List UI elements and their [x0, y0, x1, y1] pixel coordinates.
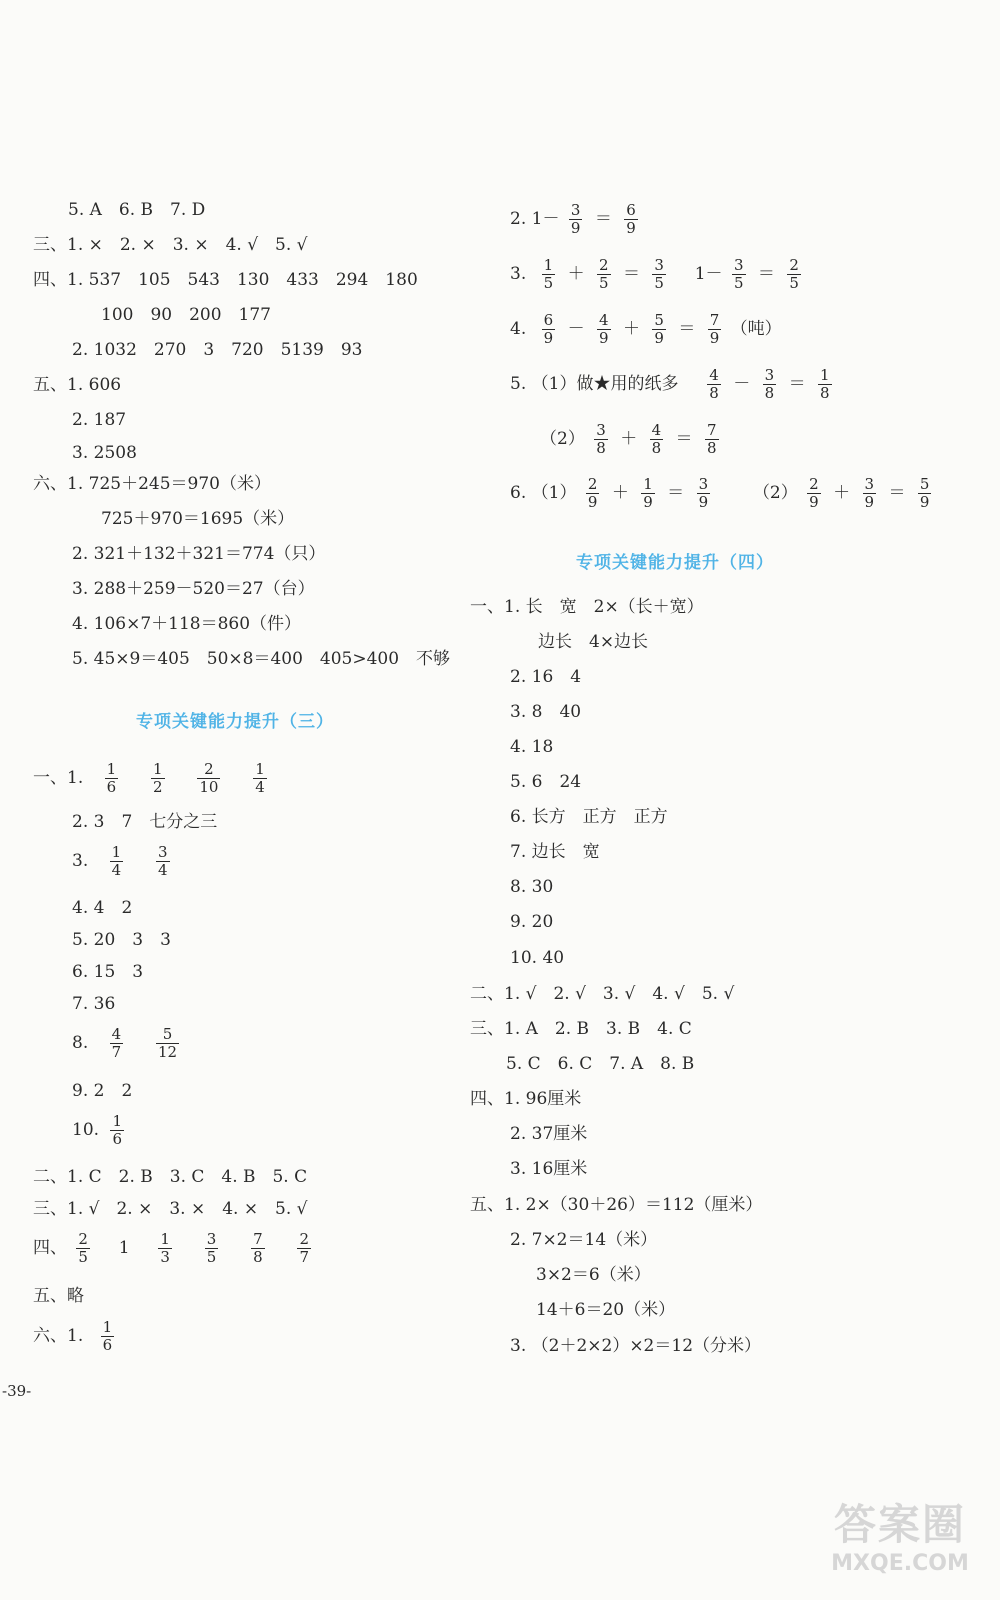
answer-line: 5. 6 24 — [510, 772, 582, 792]
fraction: $\frac{3}{4}$ — [158, 843, 168, 879]
answer-line: 4. 4 2 — [72, 898, 133, 918]
answer-line: 五、1. 606 — [33, 375, 122, 395]
answer-line: 8. 30 — [510, 877, 554, 897]
item-label: 8. — [72, 1033, 89, 1053]
answer-line — [510, 368, 836, 401]
item-label: 6. （1） — [510, 483, 577, 503]
answer-line: 三、1. A 2. B 3. B 4. C — [470, 1019, 692, 1039]
answer-line: 2. 7×2＝14（米） — [510, 1230, 658, 1250]
answer-line: 六、1. 725＋245＝970（米） — [33, 474, 271, 494]
answer-line: 三、1. √ 2. × 3. × 4. × 5. √ — [33, 1199, 308, 1219]
fraction: $\frac{1}{6}$ — [112, 1112, 122, 1148]
fraction: $\frac{1}{6}$ — [102, 1318, 113, 1354]
fraction: $\frac{4}{7}$ — [111, 1025, 122, 1061]
fraction: $\frac{5}{12}$ — [158, 1025, 178, 1061]
operator: ＋ — [622, 319, 640, 339]
operator: ＝ — [594, 209, 612, 229]
fraction: $\frac{7}{9}$ — [709, 311, 720, 347]
answer-line: 5. 20 3 3 — [72, 930, 171, 950]
answer-line: 2. 16 4 — [510, 667, 582, 687]
fraction: $\frac{4}{9}$ — [599, 311, 609, 347]
operator: ＝ — [678, 319, 696, 339]
item-label: 一、1. — [33, 768, 84, 788]
section-title-4: 专项关键能力提升（四） — [576, 553, 774, 573]
unit: （吨） — [730, 319, 782, 339]
operator: ＝ — [622, 264, 640, 284]
fraction: $\frac{3}{5}$ — [733, 256, 744, 292]
item-label: 四、 — [33, 1238, 67, 1258]
answer-line: 一、1. 长 宽 2×（长＋宽） — [470, 597, 704, 617]
answer-value: 1 — [118, 1238, 130, 1258]
fraction: $\frac{2}{5}$ — [599, 256, 609, 292]
answer-line: 7. 36 — [72, 994, 116, 1014]
fraction: $\frac{2}{5}$ — [78, 1230, 88, 1266]
answer-line: 2. 3 7 七分之三 — [72, 812, 218, 832]
fraction: $\frac{4}{8}$ — [651, 421, 662, 457]
answer-line: 边长 4×边长 — [538, 632, 649, 652]
fraction: $\frac{1}{8}$ — [819, 366, 830, 402]
answer-line: 3. 288＋259－520＝27（台） — [72, 579, 315, 599]
answer-line: 3. 8 40 — [510, 702, 582, 722]
answer-line: 五、1. 2×（30＋26）＝112（厘米） — [470, 1195, 763, 1215]
answer-line: 二、1. C 2. B 3. C 4. B 5. C — [33, 1167, 308, 1187]
item-label: 3. — [510, 264, 527, 284]
answer-line — [72, 1027, 183, 1060]
answer-line: 二、1. √ 2. √ 3. √ 4. √ 5. √ — [470, 984, 735, 1004]
answer-line: 3. 2508 — [72, 443, 137, 463]
answer-line: 四、1. 96厘米 — [470, 1089, 582, 1109]
answer-line: 5. 45×9＝405 50×8＝400 405>400 不够 — [72, 649, 451, 669]
answer-line — [72, 1114, 128, 1147]
operator: ＋ — [567, 264, 585, 284]
operator: ＋ — [620, 429, 638, 449]
answer-line — [510, 313, 782, 346]
fraction: $\frac{3}{8}$ — [764, 366, 775, 402]
answer-line: 五、略 — [33, 1286, 84, 1306]
operator: － — [733, 374, 751, 394]
fraction: $\frac{6}{9}$ — [543, 311, 554, 347]
answer-line: 3×2＝6（米） — [536, 1265, 651, 1285]
fraction: $\frac{2}{7}$ — [299, 1230, 310, 1266]
answer-line: 2. 37厘米 — [510, 1124, 588, 1144]
operator: － — [567, 319, 585, 339]
item-label: 六、1. — [33, 1326, 84, 1346]
item-label: 4. — [510, 319, 527, 339]
answer-line: 6. 15 3 — [72, 962, 144, 982]
answer-line: 10. 40 — [510, 948, 565, 968]
fraction: $\frac{5}{9}$ — [654, 311, 664, 347]
fraction: $\frac{1}{3}$ — [160, 1230, 170, 1266]
answer-line: 14＋6＝20（米） — [536, 1300, 676, 1320]
fraction: $\frac{2}{9}$ — [809, 475, 819, 511]
answer-line: 4. 106×7＋118＝860（件） — [72, 614, 302, 634]
fraction: $\frac{2}{10}$ — [199, 760, 219, 796]
fraction: $\frac{1}{9}$ — [643, 475, 653, 511]
answer-line — [33, 762, 271, 795]
item-label: 5. （1）做★用的纸多 — [510, 374, 679, 394]
answer-line: 9. 2 2 — [72, 1081, 133, 1101]
item-label: 3. — [72, 851, 89, 871]
answer-line: 4. 18 — [510, 737, 554, 757]
fraction: $\frac{1}{5}$ — [543, 256, 554, 292]
item-label: （2） — [752, 483, 798, 503]
watermark-url: MXQE.COM — [831, 1551, 969, 1576]
answer-line — [540, 423, 723, 456]
answer-line — [72, 845, 174, 878]
operator: ＝ — [888, 483, 906, 503]
item-label: 2. 1－ — [510, 209, 560, 229]
item-label: （2） — [540, 429, 585, 449]
answer-line — [33, 1320, 118, 1353]
fraction: $\frac{3}{9}$ — [864, 475, 875, 511]
watermark-logo — [820, 1500, 980, 1590]
fraction: $\frac{3}{5}$ — [654, 256, 664, 292]
answer-line: 三、1. × 2. × 3. × 4. √ 5. √ — [33, 235, 308, 255]
answer-line: 2. 321＋132＋321＝774（只） — [72, 544, 326, 564]
answer-line: 725＋970＝1695（米） — [101, 509, 295, 529]
answer-line — [510, 258, 805, 291]
operator: ＝ — [667, 483, 685, 503]
operator: ＋ — [833, 483, 851, 503]
answer-line: 6. 长方 正方 正方 — [510, 807, 668, 827]
fraction: $\frac{1}{2}$ — [153, 760, 163, 796]
operator: ＝ — [757, 264, 775, 284]
answer-line: 2. 187 — [72, 410, 127, 430]
answer-line: 7. 边长 宽 — [510, 842, 600, 862]
watermark-text: 答案圈 — [833, 1500, 966, 1549]
answer-line — [510, 477, 935, 510]
answer-line: 5. A 6. B 7. D — [68, 200, 206, 220]
fraction: $\frac{7}{8}$ — [706, 421, 717, 457]
fraction: $\frac{1}{6}$ — [106, 760, 117, 796]
page-number: -39- — [2, 1382, 32, 1400]
fraction: $\frac{1}{4}$ — [255, 760, 265, 796]
fraction: $\frac{3}{8}$ — [596, 421, 606, 457]
fraction: $\frac{3}{9}$ — [698, 475, 709, 511]
section-title-3: 专项关键能力提升（三） — [136, 712, 334, 732]
fraction: $\frac{1}{4}$ — [111, 843, 122, 879]
answer-line: 3. 16厘米 — [510, 1159, 588, 1179]
operator: ＝ — [675, 429, 693, 449]
answer-line: 5. C 6. C 7. A 8. B — [506, 1054, 695, 1074]
answer-line: 9. 20 — [510, 912, 554, 932]
operator: ＋ — [611, 483, 629, 503]
fraction: $\frac{5}{9}$ — [919, 475, 930, 511]
fraction: $\frac{6}{9}$ — [626, 201, 636, 237]
fraction: $\frac{7}{8}$ — [253, 1230, 263, 1266]
answer-line: 2. 1032 270 3 720 5139 93 — [72, 340, 363, 360]
answer-line — [33, 1232, 315, 1265]
answer-line — [510, 203, 642, 236]
operator: ＝ — [788, 374, 806, 394]
fraction: $\frac{4}{8}$ — [709, 366, 719, 402]
answer-line: 100 90 200 177 — [101, 305, 271, 325]
fraction: $\frac{3}{5}$ — [206, 1230, 217, 1266]
fraction: $\frac{3}{9}$ — [570, 201, 581, 237]
fraction: $\frac{2}{9}$ — [587, 475, 598, 511]
fraction: $\frac{2}{5}$ — [789, 256, 799, 292]
answer-line: 四、1. 537 105 543 130 433 294 180 — [33, 270, 418, 290]
item-label: 10. — [72, 1120, 100, 1140]
answer-line: 3. （2＋2×2）×2＝12（分米） — [510, 1336, 762, 1356]
operator: 1－ — [694, 264, 723, 284]
